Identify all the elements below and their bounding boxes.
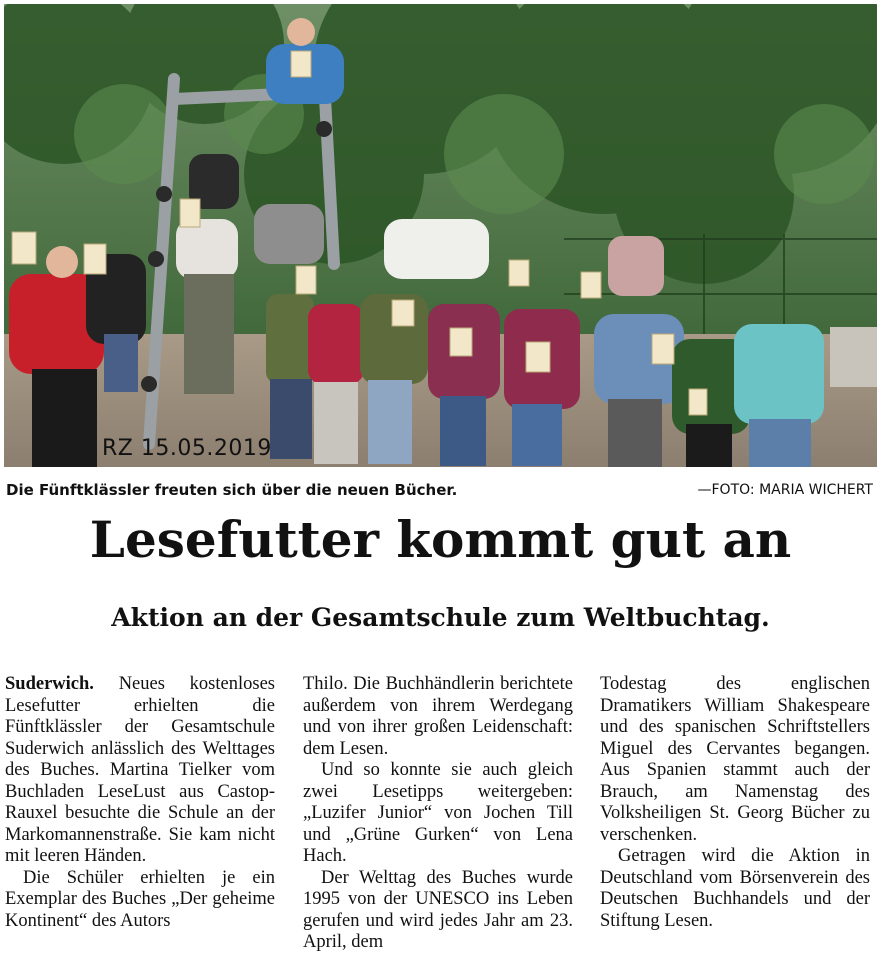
paragraph: Thilo. Die Buchhändlerin berichtete außerdem von ihrem Werdegang und von ihrer großen Leidenschaft: dem Lesen. — [303, 674, 573, 759]
paragraph: Der Welttag des Buches wurde 1995 von der UNESCO ins Leben gerufen und wird jedes Jahr am 23. April, dem — [303, 867, 573, 952]
paragraph: Und so konnte sie auch gleich zwei Lesetipps weitergeben: „Luzifer Junior“ von Jochen Till und „Grüne Gurken“ von Lena Hach. — [303, 760, 573, 866]
paragraph: Todestag des englischen Dramatikers William Shakespeare und des spanischen Schriftstellers Miguel des Cervantes begangen. Aus Spanien stammt auch der Brauch, am Namenstag des Volksheiligen St. Georg Bücher zu verschenken. — [600, 674, 870, 845]
photo-caption: Die Fünftklässler freuten sich über die neuen Bücher. — [6, 481, 458, 499]
article-column-3 — [600, 674, 870, 932]
paragraph — [5, 674, 275, 868]
photo-graphic — [4, 4, 877, 467]
headline: Lesefutter kommt gut an — [89, 510, 792, 569]
subheadline: Aktion an der Gesamtschule zum Weltbuchtag. — [111, 603, 770, 632]
article-column-2 — [303, 674, 573, 954]
dateline: Suderwich. — [5, 674, 94, 694]
paragraph: Die Schüler erhielten je ein Exemplar des Buches „Der geheime Kontinent“ des Autors — [5, 867, 275, 931]
date-stamp: RZ 15.05.2019 — [102, 436, 272, 461]
article-photo — [4, 4, 877, 467]
photo-credit: —FOTO: MARIA WICHERT — [697, 482, 873, 498]
paragraph-text: Neues kostenloses Lesefutter erhielten die Fünftklässler der Gesamtschule Suderwich anlässlich des Welttages des Buches. Martina Tielker vom Buchladen LeseLust aus Castop-Rauxel besuchte die Schule an der Markomannenstraße. Sie kam nicht mit leeren Händen. — [5, 674, 275, 866]
article-column-1 — [5, 674, 275, 932]
paragraph: Getragen wird die Aktion in Deutschland vom Börsenverein des Deutschen Buchhandels und der Stiftung Lesen. — [600, 846, 870, 931]
